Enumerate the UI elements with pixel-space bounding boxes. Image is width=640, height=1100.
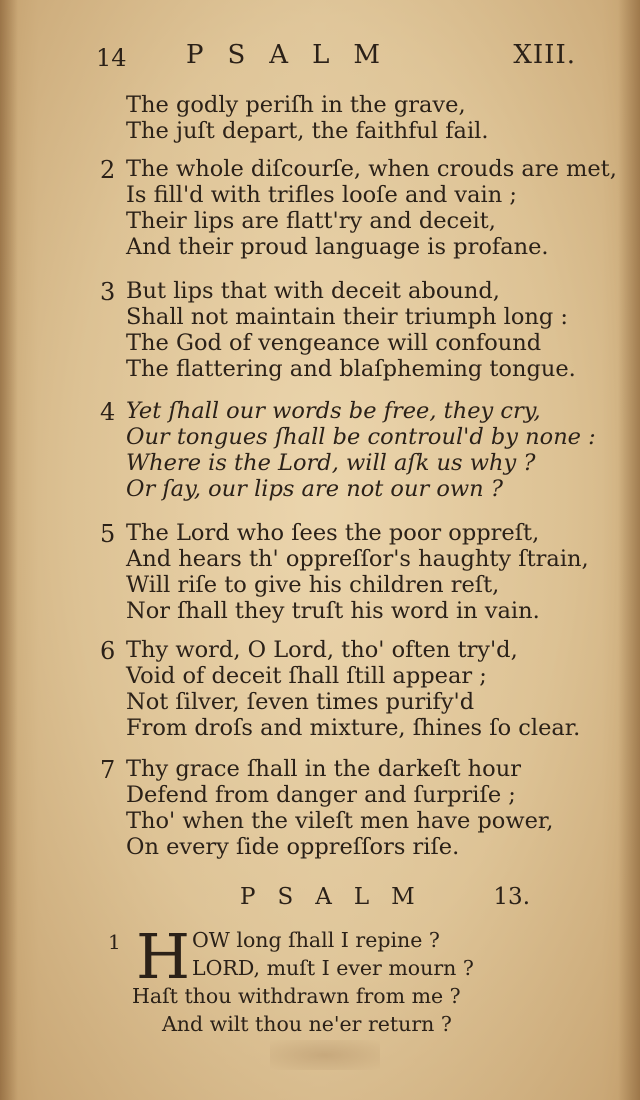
verse-line: The juſt depart, the faithful fail. (126, 118, 489, 144)
verse-line: From droſs and mixture, ſhines ſo clear. (126, 715, 581, 741)
verse-line: The flattering and blaſpheming tongue. (126, 356, 576, 382)
page-number: 14 (96, 44, 127, 72)
section-heading (240, 884, 530, 920)
verse-line: And their proud language is profane. (126, 234, 549, 260)
verse-line: The Lord who ſees the poor oppreſt, (126, 520, 540, 546)
running-header (96, 38, 576, 78)
verse-line: Nor ſhall they truſt his word in vain. (126, 598, 540, 624)
page-edge-left-shadow (0, 0, 18, 1100)
verse-line: Is fill'd with trifles looſe and vain ; (126, 182, 517, 208)
verse-number: 7 (100, 756, 116, 784)
verse-line: Will riſe to give his children reſt, (126, 572, 500, 598)
verse-line: Their lips are flatt'ry and deceit, (126, 208, 496, 234)
verse-line: Yet ſhall our words be free, they cry, (126, 398, 541, 424)
verse-number: 3 (100, 278, 116, 306)
verse-line: Thy grace ſhall in the darkeſt hour (126, 756, 521, 782)
verse-line: Or ſay, our lips are not our own ? (126, 476, 503, 502)
verse-line: Haſt thou withdrawn from me ? (132, 984, 461, 1008)
verse-line: Void of deceit ſhall ſtill appear ; (126, 663, 487, 689)
verse-line: But lips that with deceit abound, (126, 278, 500, 304)
header-psalm-number: XIII. (513, 40, 576, 70)
verse-line: The godly periſh in the grave, (126, 92, 466, 118)
verse-line: Tho' when the vileſt men have power, (126, 808, 554, 834)
drop-cap: H (136, 920, 189, 993)
verse-line: On every ſide oppreſſors riſe. (126, 834, 460, 860)
verse-number: 4 (100, 398, 116, 426)
verse-line: LORD, muſt I ever mourn ? (192, 956, 474, 980)
verse-line: And hears th' oppreſſor's haughty ſtrain, (126, 546, 589, 572)
running-title: PSALM (186, 40, 404, 70)
section-number: 13. (493, 884, 530, 910)
verse-line: Thy word, O Lord, tho' often try'd, (126, 637, 518, 663)
psalm-13-verse-1 (108, 920, 558, 1054)
verse-line: Our tongues ſhall be controul'd by none : (126, 424, 596, 450)
verse-line: Defend from danger and ſurpriſe ; (126, 782, 516, 808)
page-edge-right-shadow (618, 0, 640, 1100)
verse-line: Where is the Lord, will aſk us why ? (126, 450, 536, 476)
ink-smudge (270, 1040, 380, 1070)
verse-line: The God of vengeance will confound (126, 330, 542, 356)
verse-line: And wilt thou ne'er return ? (162, 1012, 452, 1036)
verse-number: 6 (100, 637, 116, 665)
section-title: PSALM (240, 884, 437, 910)
verse-line: Not ſilver, ſeven times purify'd (126, 689, 475, 715)
verse-line: Shall not maintain their triumph long : (126, 304, 569, 330)
verse-line: OW long ſhall I repine ? (192, 928, 440, 952)
verse-number: 5 (100, 520, 116, 548)
verse-number: 1 (108, 930, 121, 954)
verse-line: The whole diſcourſe, when crouds are met, (126, 156, 617, 182)
verse-number: 2 (100, 156, 116, 184)
